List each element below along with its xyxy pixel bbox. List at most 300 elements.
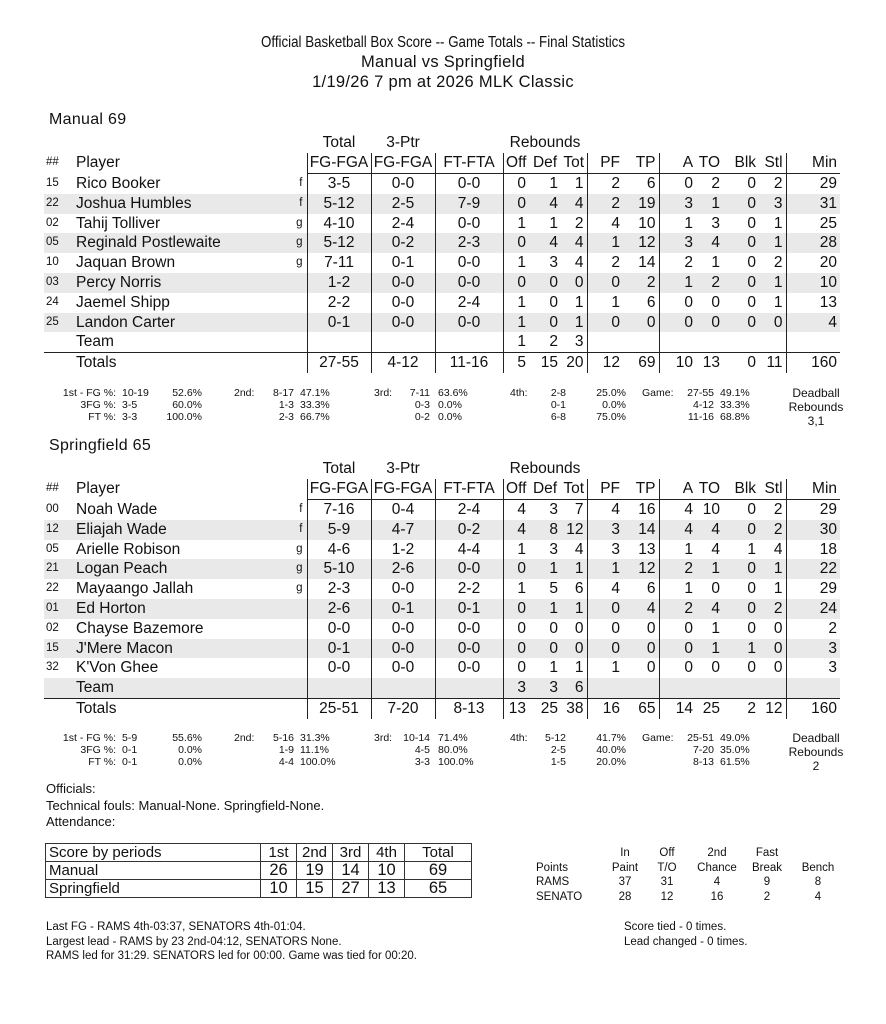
tp-cell: 12 (623, 233, 659, 253)
steals-cell: 0 (773, 659, 783, 677)
def-reb-cell: 0 (549, 293, 558, 311)
q1-fg3: 3-5 (122, 399, 138, 412)
player-position (286, 658, 307, 678)
total-ft-cell: 8-13 (435, 698, 503, 718)
header-player: Player (76, 479, 286, 500)
fg3-cell: 0-0 (371, 658, 435, 678)
steals-cell: 3 (759, 194, 786, 214)
assists-cell: 2 (659, 559, 696, 579)
assists-cell: 4 (659, 520, 696, 540)
column-header-row (44, 153, 840, 174)
fg3-cell: 0-0 (371, 579, 435, 599)
q4-ft: 1-5 (550, 756, 566, 769)
player-row (44, 540, 840, 560)
fg3-cell: 1-2 (371, 540, 435, 560)
def-reb-cell: 1 (549, 659, 558, 677)
player-position: g (286, 233, 307, 253)
fg3-cell: 0-1 (371, 253, 435, 273)
player-position: g (296, 582, 303, 595)
player-row (44, 174, 840, 194)
player-position (286, 619, 307, 639)
def-reb-cell: 0 (529, 639, 561, 659)
q4-ft-pct: 75.0% (596, 411, 626, 424)
game-flow-notes (46, 920, 417, 964)
player-name: Percy Norris (76, 273, 286, 293)
pts-row-label: Points (536, 861, 568, 874)
minutes-cell: 2 (786, 619, 840, 639)
periods-header-row (46, 844, 472, 862)
q3-fg3: 4-5 (414, 744, 430, 757)
assists-cell: 1 (659, 579, 696, 599)
player-name: Reginald Postlewaite (76, 233, 286, 253)
fg3-cell: 0-0 (371, 639, 435, 659)
team-rebounds-row (44, 332, 840, 352)
header-a: A (659, 153, 696, 174)
blank (587, 332, 623, 352)
tp-cell: 6 (646, 580, 656, 598)
game-fg-pct: 49.0% (720, 732, 750, 744)
totals-label: Totals (76, 353, 286, 373)
team-rebounds-row (44, 678, 840, 698)
def-reb-cell: 0 (529, 313, 561, 333)
total-fg-cell: 25-51 (307, 698, 371, 718)
q1-fg3-label: 3FG %: (80, 744, 116, 757)
header-stl: Stl (759, 153, 786, 174)
q3-label: 3rd: (374, 732, 393, 744)
assists-cell: 1 (659, 214, 696, 234)
header-stl: Stl (759, 479, 786, 500)
pf-cell: 2 (587, 174, 623, 194)
player-name: Tahij Tolliver (76, 214, 161, 232)
blank (44, 353, 76, 373)
def-reb-cell: 4 (529, 233, 561, 253)
minutes-cell: 20 (786, 253, 840, 273)
pf-cell: 1 (587, 293, 623, 313)
def-reb-cell: 3 (549, 254, 558, 272)
tot-reb-cell: 7 (574, 501, 584, 518)
q3-ft-pct: 0.0% (438, 411, 462, 424)
header-rebounds: Rebounds (503, 459, 587, 479)
blank (307, 332, 371, 352)
header-def: Def (529, 153, 561, 174)
jersey-number: 02 (46, 621, 59, 634)
fg3-cell: 2-6 (371, 559, 435, 579)
player-row (44, 293, 840, 313)
ft-cell: 0-0 (435, 619, 503, 639)
off-reb-cell: 0 (503, 174, 529, 194)
ft-cell: 0-0 (435, 639, 503, 659)
minutes-cell: 30 (786, 520, 840, 540)
blank (44, 332, 76, 352)
q2-fg3: 1-9 (278, 744, 294, 757)
period-total: 69 (405, 862, 472, 880)
q4-fg3: 2-5 (550, 744, 566, 757)
player-position (286, 273, 307, 293)
blank (759, 678, 786, 698)
totals-row (44, 353, 840, 373)
total-tp-cell: 65 (623, 698, 659, 718)
period-header: 3rd (333, 844, 369, 862)
total-pf-cell: 12 (587, 353, 623, 373)
header-total: Total (307, 133, 371, 153)
lead-changed-line: Lead changed - 0 times. (624, 935, 748, 948)
team1-title: Manual 69 (49, 111, 127, 128)
q2-fg-pct: 47.1% (300, 387, 330, 399)
total-def-reb-cell: 15 (529, 353, 561, 373)
blank (786, 332, 840, 352)
pts-header-top: In (620, 847, 630, 859)
header-ft: FT-FTA (435, 153, 503, 174)
q3-ft: 0-2 (414, 411, 430, 424)
tp-cell: 0 (646, 619, 656, 637)
fg-cell: 5-9 (307, 520, 371, 540)
player-row (44, 520, 840, 540)
off-reb-cell: 1 (503, 313, 529, 333)
deadball-value: 3,1 (807, 414, 825, 429)
pts-team: SENATO (536, 890, 583, 903)
assists-cell: 2 (659, 599, 696, 619)
def-reb-cell: 1 (529, 599, 561, 619)
tp-cell: 0 (623, 313, 659, 333)
player-position: g (296, 542, 303, 555)
minutes-cell: 24 (786, 599, 840, 619)
player-name: Eliajah Wade (76, 520, 286, 540)
blocks-cell: 1 (723, 639, 759, 659)
q1-fg3-label: 3FG %: (80, 399, 116, 412)
player-name: Chayse Bazemore (76, 619, 204, 637)
tot-reb-cell: 4 (574, 254, 584, 272)
period-score: 15 (297, 880, 333, 898)
total-fg3-cell: 4-12 (371, 353, 435, 373)
player-row (44, 313, 840, 333)
player-row (44, 500, 840, 520)
total-fg-cell: 27-55 (307, 353, 371, 373)
fg-cell: 2-2 (307, 293, 371, 313)
tp-cell: 16 (638, 501, 656, 518)
fg-cell: 4-10 (307, 214, 371, 234)
pts-header-bottom: Break (751, 861, 783, 874)
q2-ft-pct: 100.0% (300, 756, 336, 769)
def-reb-cell: 4 (529, 194, 561, 214)
fg3-cell: 2-4 (371, 214, 435, 234)
total-fg3-cell: 7-20 (371, 698, 435, 718)
ft-cell: 4-4 (435, 540, 503, 560)
fg3-cell: 4-7 (371, 520, 435, 540)
off-reb-cell: 4 (503, 520, 529, 540)
pts-value: 4 (814, 890, 822, 903)
player-name: Jaquan Brown (76, 254, 176, 272)
assists-cell: 2 (659, 253, 696, 273)
assists-cell: 3 (659, 233, 696, 253)
minutes-cell: 18 (786, 540, 840, 560)
matchup-title: Manual vs Springfield (360, 53, 526, 71)
deadball-rebounds-label: Rebounds (788, 745, 844, 760)
fg-cell: 5-10 (307, 559, 371, 579)
pts-header-bottom: Paint (611, 861, 639, 874)
q4-ft: 6-8 (550, 411, 566, 424)
player-row (44, 599, 840, 619)
pf-cell: 2 (587, 253, 623, 273)
blank (286, 332, 307, 352)
q1-fg-pct: 52.6% (172, 387, 202, 399)
jersey-number: 12 (44, 520, 76, 540)
blank (587, 678, 623, 698)
turnovers-cell: 4 (696, 233, 723, 253)
pf-cell: 0 (587, 619, 623, 639)
steals-cell: 2 (759, 599, 786, 619)
steals-cell: 1 (773, 580, 783, 598)
pts-value: 16 (710, 890, 724, 903)
header-fg3: FG-FGA (371, 479, 435, 500)
period-score: 19 (297, 862, 333, 880)
player-name: K'Von Ghee (76, 659, 159, 677)
jersey-number: 32 (46, 661, 59, 674)
totals-label: Totals (76, 698, 286, 718)
assists-cell: 1 (659, 540, 696, 560)
blank (435, 459, 503, 479)
q4-fg: 2-8 (550, 387, 566, 399)
steals-cell: 4 (773, 540, 783, 558)
pts-header-top: Fast (755, 847, 779, 859)
game-ft-pct: 61.5% (720, 756, 750, 769)
game-fg: 27-55 (687, 387, 714, 399)
off-reb-cell: 0 (503, 559, 529, 579)
header-to: TO (696, 153, 723, 174)
jersey-number: 21 (44, 559, 76, 579)
off-reb-cell: 1 (503, 253, 529, 273)
assists-cell: 0 (659, 639, 696, 659)
header-tp: TP (623, 479, 659, 500)
q2-label: 2nd: (234, 387, 255, 399)
player-position: f (299, 176, 303, 189)
q2-ft-pct: 66.7% (300, 411, 330, 424)
blank (44, 459, 307, 479)
header-def: Def (529, 479, 561, 500)
pts-header-bottom: T/O (657, 861, 677, 874)
fg-cell: 3-5 (307, 174, 371, 194)
player-position: f (299, 502, 303, 515)
periods-team: Springfield (46, 880, 261, 898)
player-position: f (286, 194, 307, 214)
period-header-total: Total (405, 844, 472, 862)
def-reb-cell: 0 (529, 273, 561, 293)
ft-cell: 7-9 (435, 194, 503, 214)
q3-fg: 10-14 (403, 732, 430, 744)
q2-fg3-pct: 11.1% (300, 744, 329, 757)
pts-header-top: Off (659, 847, 675, 859)
q1-fg: 10-19 (122, 387, 149, 399)
total-tot-reb-cell: 20 (561, 353, 587, 373)
q2-fg-pct: 31.3% (300, 732, 330, 744)
deadball-rebounds-label: Rebounds (788, 400, 844, 415)
blank (723, 678, 759, 698)
q1-ft-label: FT %: (88, 756, 116, 769)
steals-cell: 2 (773, 501, 783, 518)
blank (759, 332, 786, 352)
header-group-row (44, 459, 840, 479)
header-blk: Blk (723, 479, 759, 500)
blank (286, 353, 307, 373)
off-reb-cell: 4 (503, 500, 529, 520)
tie-lead-notes (624, 920, 747, 949)
q4-fg: 5-12 (544, 732, 566, 744)
ft-cell: 2-4 (435, 500, 503, 520)
total-off-reb-cell: 5 (503, 353, 529, 373)
pf-cell: 0 (587, 639, 623, 659)
fg3-cell: 0-0 (371, 619, 435, 639)
off-reb-cell: 0 (503, 599, 529, 619)
blank (623, 332, 659, 352)
player-name: Mayaango Jallah (76, 580, 194, 598)
assists-cell: 0 (659, 658, 696, 678)
periods-label: Score by periods (46, 844, 261, 862)
blank (286, 698, 307, 718)
header-fg: FG-FGA (307, 479, 371, 500)
blocks-cell: 0 (723, 559, 759, 579)
jersey-number: 22 (46, 582, 59, 595)
assists-cell: 0 (659, 293, 696, 313)
blocks-cell: 0 (747, 619, 757, 637)
game-fg3-pct: 33.3% (720, 399, 750, 412)
fg3-cell: 0-1 (371, 599, 435, 619)
blank (435, 133, 503, 153)
period-score: 13 (369, 880, 405, 898)
turnovers-cell: 1 (696, 639, 723, 659)
pf-cell: 3 (587, 540, 623, 560)
def-reb-cell: 1 (549, 175, 558, 192)
pts-header-bottom: Bench (801, 861, 835, 874)
deadball-value: 2 (812, 759, 820, 774)
blank (44, 133, 307, 153)
q1-ft-pct: 0.0% (178, 756, 202, 769)
jersey-number: 15 (44, 639, 76, 659)
ft-cell: 2-3 (435, 233, 503, 253)
q3-ft: 3-3 (414, 756, 430, 769)
blank (623, 678, 659, 698)
tot-reb-cell: 0 (561, 273, 587, 293)
def-reb-cell: 3 (549, 501, 558, 518)
tp-cell: 19 (623, 194, 659, 214)
blank (696, 332, 723, 352)
player-position (286, 639, 307, 659)
team1-box-score-table (44, 133, 840, 373)
turnovers-cell: 0 (711, 293, 721, 311)
total-turnovers-cell: 25 (696, 698, 723, 718)
minutes-cell: 31 (786, 194, 840, 214)
q4-fg-pct: 41.7% (596, 732, 626, 744)
periods-row (46, 880, 472, 898)
periods-row (46, 862, 472, 880)
steals-cell: 2 (759, 520, 786, 540)
pts-team: RAMS (536, 876, 570, 888)
ft-cell: 0-0 (435, 658, 503, 678)
q4-fg3-pct: 0.0% (602, 399, 626, 412)
minutes-cell: 3 (786, 658, 840, 678)
pts-value: 9 (763, 876, 771, 888)
fg-cell: 4-6 (307, 540, 371, 560)
pts-header-top: 2nd (707, 847, 727, 859)
tot-reb-cell: 1 (561, 313, 587, 333)
blocks-cell: 0 (723, 233, 759, 253)
period-header: 2nd (297, 844, 333, 862)
pf-cell: 4 (587, 214, 623, 234)
totals-row (44, 698, 840, 718)
off-reb-cell: 1 (503, 214, 529, 234)
header-off: Off (503, 153, 529, 174)
q2-fg3-pct: 33.3% (300, 399, 330, 412)
game-label: Game: (642, 387, 674, 399)
column-header-row (44, 479, 840, 500)
header-rebounds: Rebounds (503, 133, 587, 153)
turnovers-cell: 0 (711, 580, 721, 598)
blocks-cell: 0 (723, 313, 759, 333)
officials-section (46, 781, 324, 831)
jersey-number: 22 (44, 194, 76, 214)
blocks-cell: 1 (747, 540, 757, 558)
header-pf: PF (587, 153, 623, 174)
q4-label: 4th: (510, 387, 528, 399)
minutes-cell: 29 (786, 500, 840, 520)
blank (286, 678, 307, 698)
minutes-cell: 28 (786, 233, 840, 253)
ft-cell: 0-0 (435, 253, 503, 273)
tot-reb-cell: 6 (574, 580, 584, 598)
def-reb-cell: 2 (549, 333, 558, 351)
fg-cell: 0-1 (307, 313, 371, 333)
game-ft: 8-13 (692, 756, 714, 769)
tot-reb-cell: 6 (561, 678, 587, 698)
turnovers-cell: 2 (711, 175, 721, 192)
blocks-cell: 0 (747, 293, 757, 311)
turnovers-cell: 4 (696, 599, 723, 619)
pf-cell: 1 (587, 658, 623, 678)
blocks-cell: 0 (747, 580, 757, 598)
turnovers-cell: 2 (696, 273, 723, 293)
blank (286, 479, 307, 500)
blocks-cell: 0 (747, 501, 757, 518)
blank (659, 678, 696, 698)
pts-value: 37 (618, 876, 632, 888)
pts-header-bottom: Chance (697, 861, 737, 874)
player-name: Rico Booker (76, 174, 161, 192)
steals-cell: 2 (773, 254, 783, 272)
header-a: A (659, 479, 696, 500)
tp-cell: 14 (638, 254, 656, 272)
period-total: 65 (405, 880, 472, 898)
ft-cell: 0-0 (435, 174, 503, 194)
q1-ft-pct: 100.0% (166, 411, 202, 424)
period-score: 26 (261, 862, 297, 880)
tot-reb-cell: 0 (574, 619, 584, 637)
fg3-cell: 0-0 (371, 174, 435, 194)
q4-fg3-pct: 40.0% (596, 744, 626, 757)
team-label: Team (76, 678, 286, 698)
game-fg3: 4-12 (692, 399, 714, 412)
player-row (44, 579, 840, 599)
header-player: Player (76, 153, 286, 174)
fg-cell: 0-0 (307, 658, 371, 678)
header-total: Total (307, 459, 371, 479)
header-hash: ## (44, 479, 76, 500)
fg3-cell: 0-0 (371, 313, 435, 333)
player-row (44, 273, 840, 293)
total-tp-cell: 69 (623, 353, 659, 373)
total-ft-cell: 11-16 (435, 353, 503, 373)
turnovers-cell: 1 (696, 559, 723, 579)
turnovers-cell: 3 (711, 214, 721, 232)
steals-cell: 1 (759, 559, 786, 579)
score-by-periods-table (45, 843, 472, 898)
